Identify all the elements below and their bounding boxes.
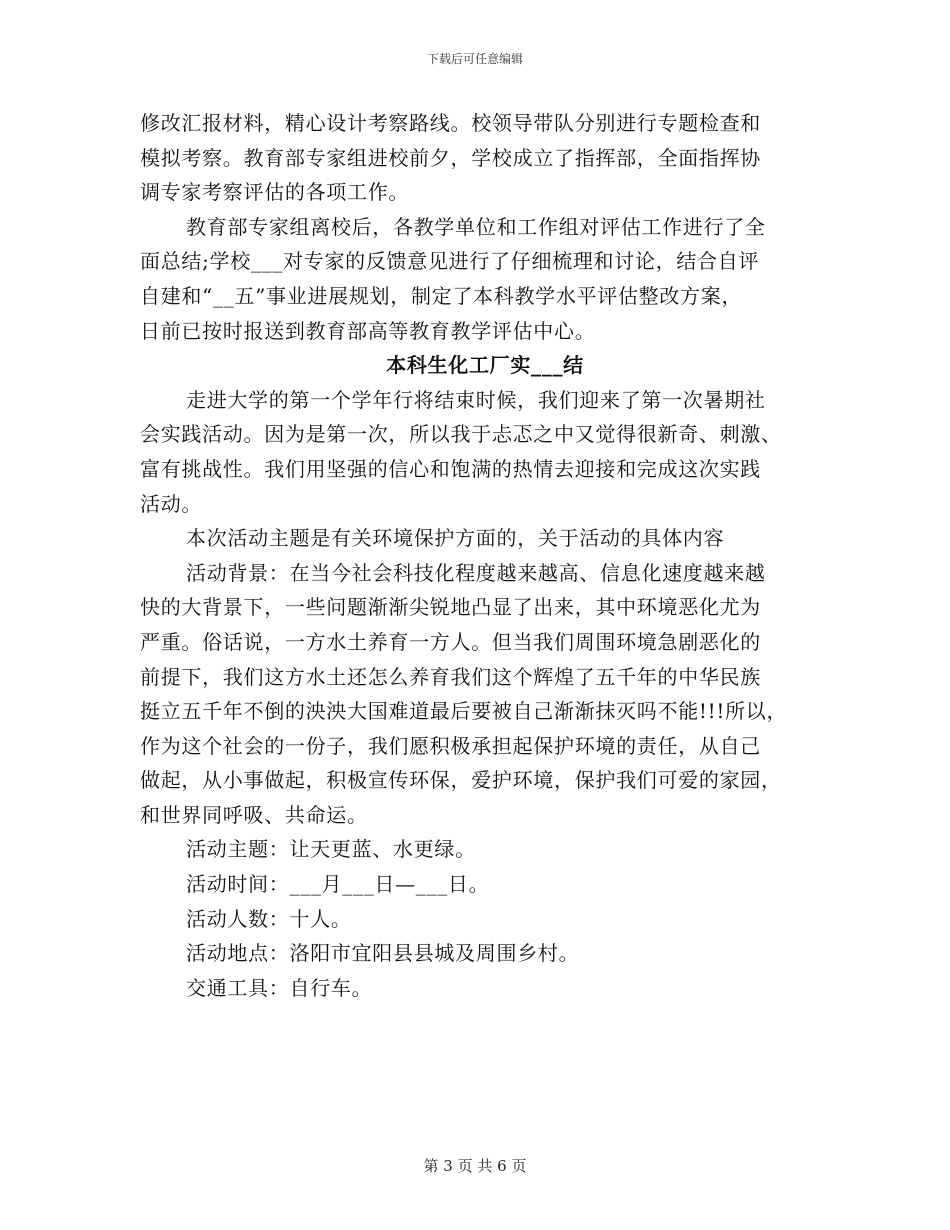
- paragraph-line: 活动时间：___月___日—___日。: [186, 872, 490, 897]
- paragraph-line: 作为这个社会的一份子，我们愿积极承担起保护环境的责任，从自己: [140, 733, 761, 758]
- paragraph-line: 活动。: [140, 491, 203, 516]
- paragraph-line: 活动主题：让天更蓝、水更绿。: [186, 837, 476, 862]
- page-footer-number: 第 3 页 共 6 页: [423, 1157, 527, 1175]
- paragraph-line: 交通工具：自行车。: [186, 975, 373, 1000]
- paragraph-line: 做起，从小事做起，积极宣传环保，爱护环境，保护我们可爱的家园，: [140, 768, 782, 793]
- section-title: 本科生化工厂实___结: [386, 353, 584, 378]
- paragraph-line: 和世界同呼吸、共命运。: [140, 802, 368, 827]
- paragraph-line: 调专家考察评估的各项工作。: [140, 180, 410, 205]
- document-body: [140, 106, 820, 1005]
- paragraph-line: 面总结;学校___对专家的反馈意见进行了仔细梳理和讨论，结合自评: [140, 249, 760, 274]
- paragraph-line: 日前已按时报送到教育部高等教育教学评估中心。: [140, 318, 596, 343]
- paragraph-line: 前提下，我们这方水土还怎么养育我们这个辉煌了五千年的中华民族: [140, 664, 761, 689]
- paragraph-line: 本次活动主题是有关环境保护方面的，关于活动的具体内容: [186, 526, 725, 551]
- paragraph-line: 修改汇报材料，精心设计考察路线。校领导带队分别进行专题检查和: [140, 111, 761, 135]
- paragraph-line: 富有挑战性。我们用坚强的信心和饱满的热情去迎接和完成这次实践: [140, 456, 761, 481]
- paragraph-line: 会实践活动。因为是第一次，所以我于忐忑之中又觉得很新奇、刺激、: [140, 422, 782, 447]
- paragraph-line: 模拟考察。教育部专家组进校前夕，学校成立了指挥部，全面指挥协: [140, 145, 761, 170]
- paragraph-line: 严重。俗话说，一方水土养育一方人。但当我们周围环境急剧恶化的: [140, 629, 761, 654]
- paragraph-line: 快的大背景下，一些问题渐渐尖锐地凸显了出来，其中环境恶化尤为: [140, 595, 761, 620]
- paragraph-line: 活动人数：十人。: [186, 906, 352, 931]
- paragraph-line: 挺立五千年不倒的泱泱大国难道最后要被自己渐渐抹灭吗不能!!!所以，: [140, 699, 788, 724]
- paragraph-line: 活动背景：在当今社会科技化程度越来越高、信息化速度越来越: [186, 560, 766, 585]
- paragraph-line: 活动地点：洛阳市宜阳县县城及周围乡村。: [186, 941, 580, 966]
- page-header-note: 下载后可任意编辑: [426, 52, 523, 66]
- paragraph-line: 教育部专家组离校后，各教学单位和工作组对评估工作进行了全: [186, 214, 766, 239]
- paragraph-line: 自建和“__五”事业进展规划，制定了本科教学水平评估整改方案，: [140, 283, 743, 308]
- paragraph-line: 走进大学的第一个学年行将结束时候，我们迎来了第一次暑期社: [186, 387, 766, 412]
